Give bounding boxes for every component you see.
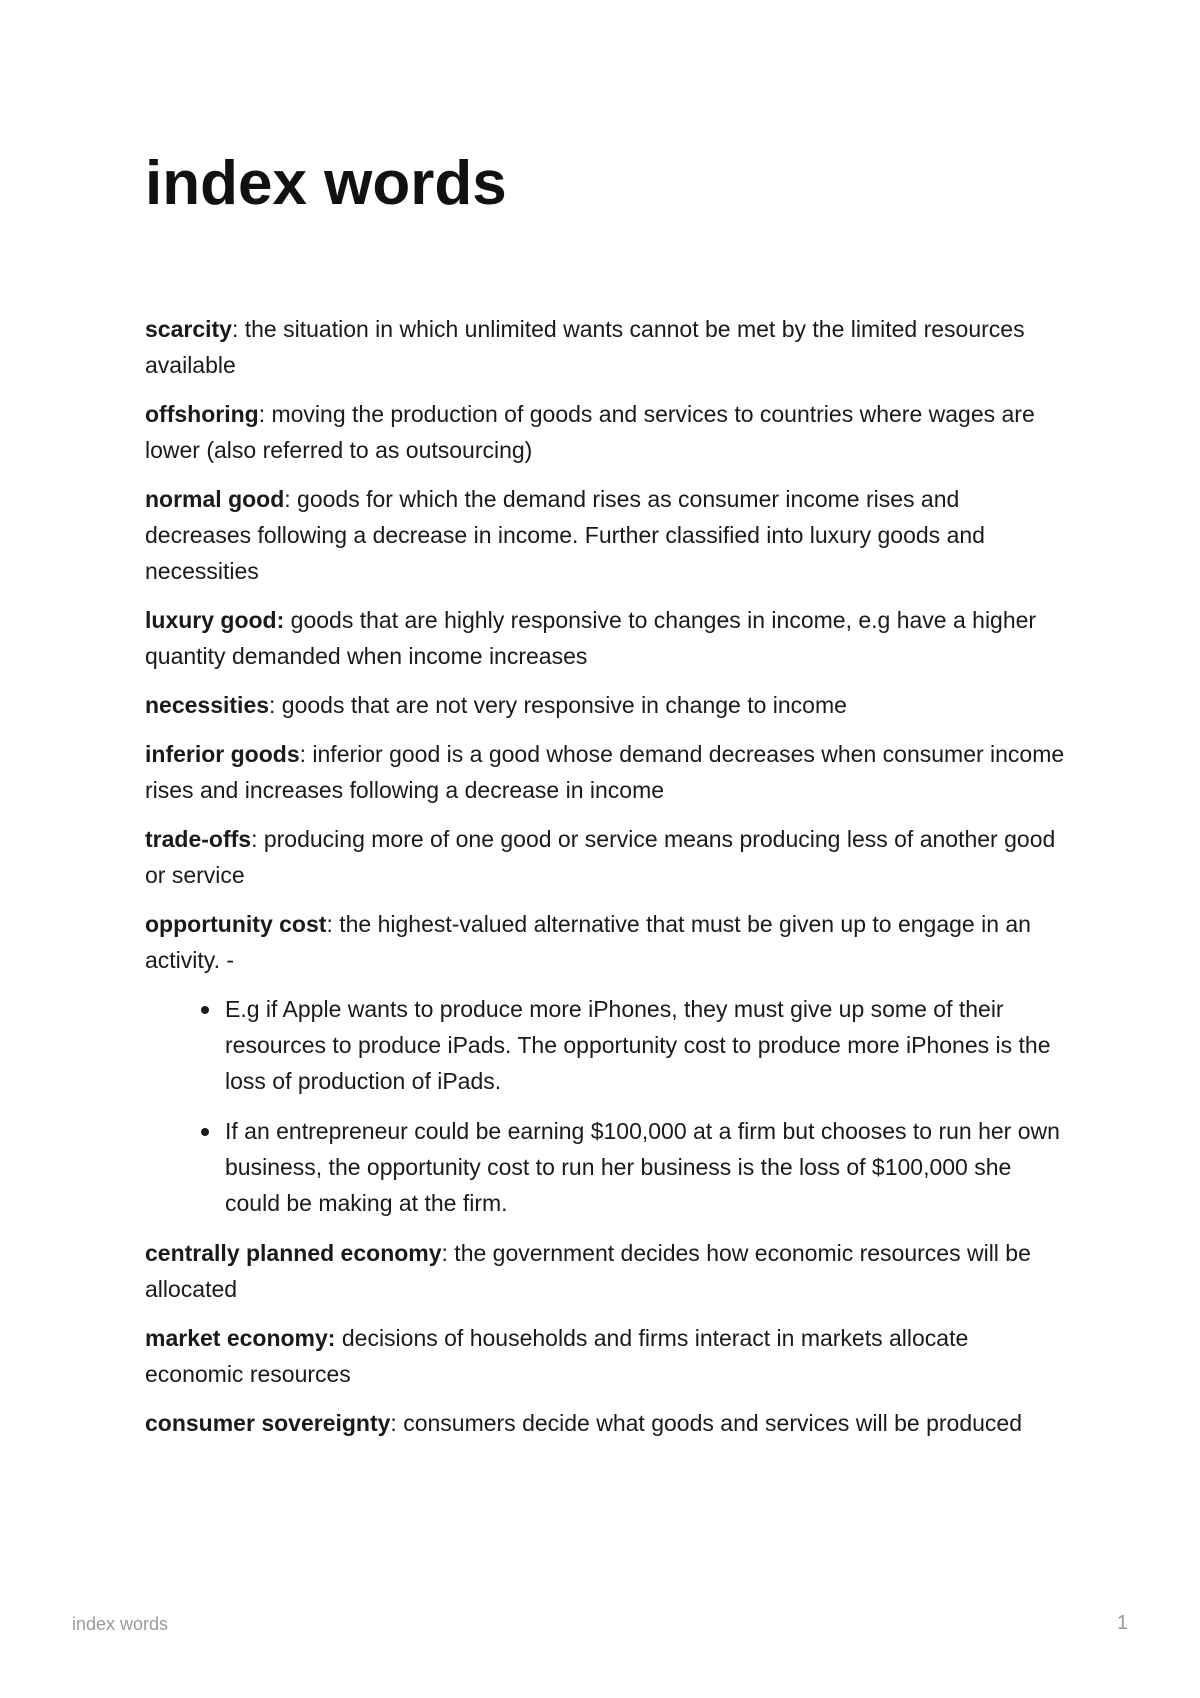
entry-inferior-goods xyxy=(145,736,1065,808)
entry-term: offshoring xyxy=(145,401,259,427)
entry-term: necessities xyxy=(145,692,270,718)
entry-consumer-sovereignty xyxy=(145,1405,1065,1441)
entry-trade-offs xyxy=(145,821,1065,893)
entry-definition: decisions of households and firms interact in markets allocate economic resources xyxy=(145,1325,969,1387)
list-item-text: If an entrepreneur could be earning $100,000 at a firm but chooses to run her own business, the opportunity cost to run her business is the loss of $100,000 she could be making at the firm. xyxy=(225,1118,1060,1216)
entry-separator: : xyxy=(390,1410,397,1436)
entry-term: trade-offs xyxy=(145,826,252,852)
entry-offshoring xyxy=(145,396,1065,468)
opportunity-cost-examples xyxy=(145,991,1065,1221)
entry-necessities xyxy=(145,687,1065,723)
entry-term: luxury good: xyxy=(145,607,285,633)
entry-term: opportunity cost xyxy=(145,911,327,937)
entry-term: normal good xyxy=(145,486,285,512)
entry-definition: the highest-valued alternative that must be given up to engage in an activity. - xyxy=(145,911,1031,973)
entry-term: scarcity xyxy=(145,316,232,342)
glossary-entries xyxy=(145,311,1065,1454)
list-item xyxy=(145,1113,1065,1221)
entry-definition: inferior good is a good whose demand decreases when consumer income rises and increases following a decrease in income xyxy=(145,741,1065,803)
entry-market-economy xyxy=(145,1320,1065,1392)
entry-separator: : xyxy=(258,401,266,427)
entry-separator: : xyxy=(231,316,239,342)
entry-term: inferior goods xyxy=(145,741,300,767)
entry-definition: consumers decide what goods and services will be produced xyxy=(396,1410,1022,1436)
entry-definition: producing more of one good or service means producing less of another good or service xyxy=(145,826,1056,888)
entry-definition: the government decides how economic resources will be allocated xyxy=(145,1240,1031,1302)
list-item xyxy=(145,991,1065,1099)
bullet-icon xyxy=(201,1006,209,1014)
entry-scarcity xyxy=(145,311,1065,383)
entry-opportunity-cost xyxy=(145,906,1065,978)
entry-separator: : xyxy=(269,692,276,718)
entry-definition: goods that are not very responsive in change to income xyxy=(275,692,847,718)
list-item-text: E.g if Apple wants to produce more iPhones, they must give up some of their resources to produce iPads. The opportunity cost to produce more iPhones is the loss of production of iPads. xyxy=(225,996,1051,1094)
entry-term: market economy: xyxy=(145,1325,336,1351)
bullet-icon xyxy=(201,1128,209,1136)
entry-definition: moving the production of goods and services to countries where wages are lower (also referred to as outsourcing) xyxy=(145,401,1035,463)
entry-definition: goods that are highly responsive to changes in income, e.g have a higher quantity demanded when income increases xyxy=(145,607,1037,669)
page-title: index words xyxy=(145,149,507,218)
entry-luxury-good xyxy=(145,602,1065,674)
entry-separator: : xyxy=(441,1240,448,1266)
entry-centrally-planned-economy xyxy=(145,1235,1065,1307)
entry-term: consumer sovereignty xyxy=(145,1410,391,1436)
entry-separator: : xyxy=(326,911,333,937)
footer-document-title: index words xyxy=(72,1614,169,1634)
entry-normal-good xyxy=(145,481,1065,589)
entry-definition: the situation in which unlimited wants cannot be met by the limited resources available xyxy=(145,316,1025,378)
entry-separator: : xyxy=(284,486,291,512)
entry-separator: : xyxy=(299,741,307,767)
footer-page-number: 1 xyxy=(1116,1612,1128,1634)
entry-separator: : xyxy=(251,826,258,852)
entry-definition: goods for which the demand rises as consumer income rises and decreases following a decrease in income. Further classified into luxury goods and necessities xyxy=(145,486,985,584)
entry-term: centrally planned economy xyxy=(145,1240,442,1266)
